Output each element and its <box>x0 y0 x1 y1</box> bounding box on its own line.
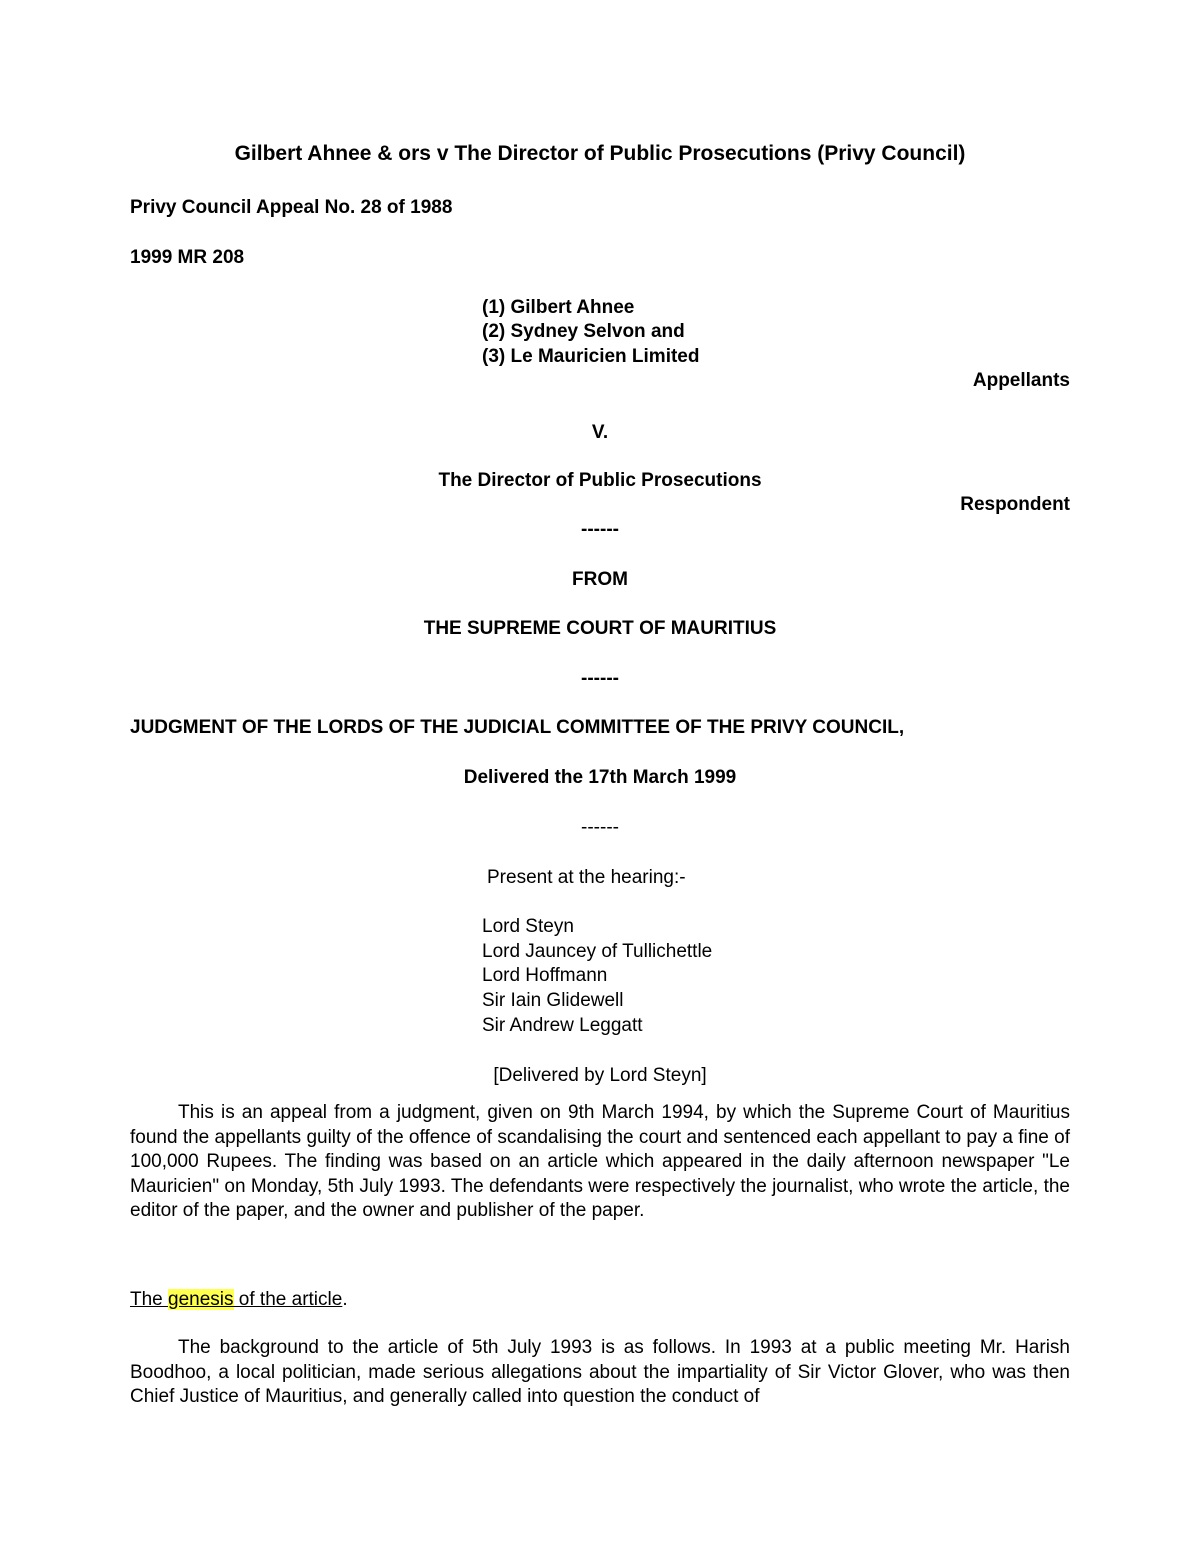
separator-3: ------ <box>581 817 619 838</box>
separator-1: ------ <box>581 519 619 540</box>
delivered-date: Delivered the 17th March 1999 <box>463 767 737 788</box>
section-heading-period: . <box>342 1289 348 1310</box>
appellant-3: (3) Le Mauricien Limited <box>482 346 700 367</box>
appellant-2: (2) Sydney Selvon and <box>482 321 685 342</box>
court-name: THE SUPREME COURT OF MAURITIUS <box>423 618 777 639</box>
appeal-number: Privy Council Appeal No. 28 of 1988 <box>130 197 453 218</box>
appellant-1: (1) Gilbert Ahnee <box>482 297 635 318</box>
respondent-name: The Director of Public Prosecutions <box>438 470 762 491</box>
judgment-heading: JUDGMENT OF THE LORDS OF THE JUDICIAL COMMITTEE OF THE PRIVY COUNCIL, <box>130 717 905 738</box>
section-heading-part1: The <box>130 1289 169 1310</box>
respondent-label: Respondent <box>960 494 1070 515</box>
judge-1: Lord Steyn <box>482 916 574 937</box>
present-label: Present at the hearing:- <box>487 867 686 888</box>
judge-3: Lord Hoffmann <box>482 965 608 986</box>
judge-4: Sir Iain Glidewell <box>482 990 624 1011</box>
paragraph-2: The background to the article of 5th July 1993 is as follows. In 1993 at a public meeting Mr. Harish Boodhoo, a local politician, made serious allegations about the impartiality of Sir Victor Glover, who was then Chief Justice of Mauritius, and generally called into question the conduct of <box>130 1337 1070 1408</box>
separator-2: ------ <box>581 668 619 689</box>
delivered-by: [Delivered by Lord Steyn] <box>493 1065 707 1086</box>
case-title: Gilbert Ahnee & ors v The Director of Public Prosecutions (Privy Council) <box>234 142 966 165</box>
versus: V. <box>591 422 609 443</box>
appellants-label: Appellants <box>972 370 1070 391</box>
section-heading-part2: of the article <box>233 1289 343 1310</box>
paragraph-1: This is an appeal from a judgment, given on 9th March 1994, by which the Supreme Court of Mauritius found the appellants guilty of the offence of scandalising the court and sentenced each appellant to pay a fine of 100,000 Rupees. The finding was based on an article which appeared in the daily afternoon newspaper "Le Mauricien" on Monday, 5th July 1993. The defendants were respectively the journalist, who wrote the article, the editor of the paper, and the owner and publisher of the paper. <box>130 1102 1070 1222</box>
citation: 1999 MR 208 <box>130 247 245 268</box>
section-heading <box>130 1287 348 1312</box>
from-label: FROM <box>572 569 628 590</box>
judge-5: Sir Andrew Leggatt <box>482 1015 643 1036</box>
section-heading-highlight: genesis <box>168 1289 234 1310</box>
judge-2: Lord Jauncey of Tullichettle <box>482 941 713 962</box>
